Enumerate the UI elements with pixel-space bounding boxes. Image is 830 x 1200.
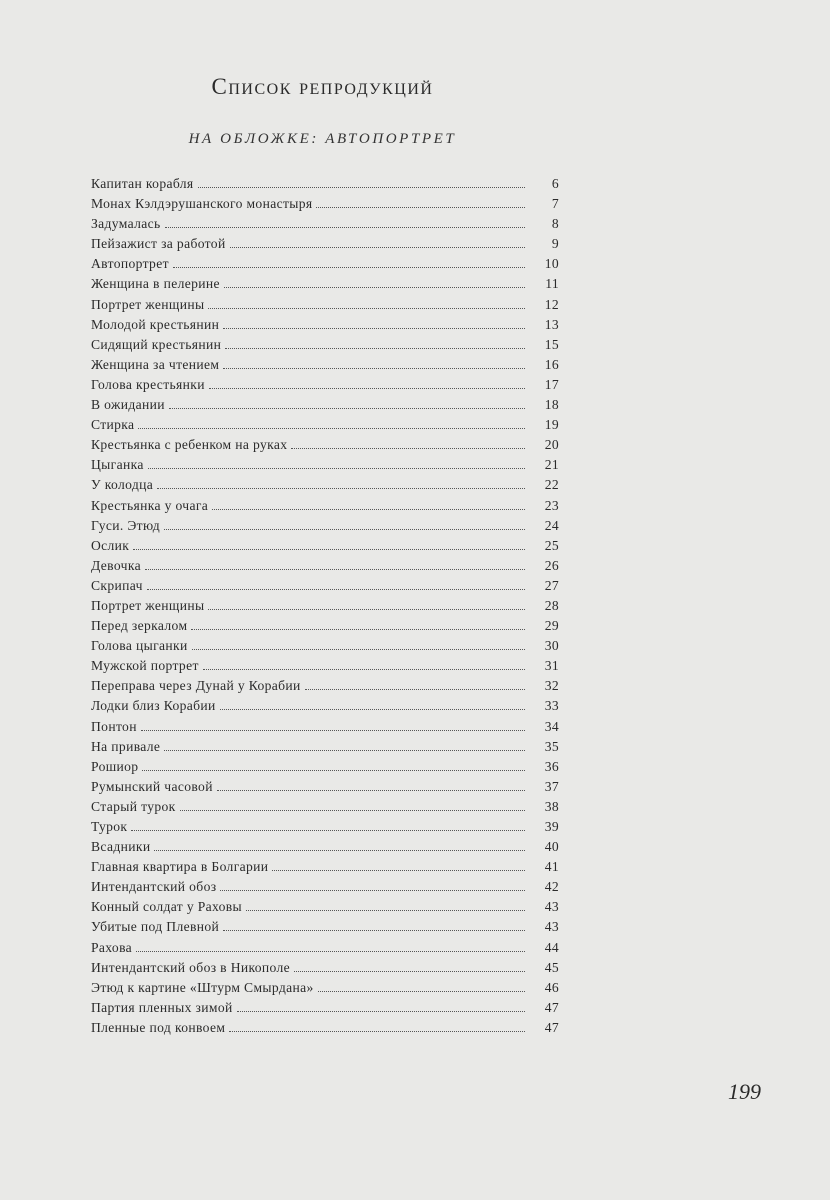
- entry-page-number: 21: [544, 457, 559, 473]
- entry-title: Конный солдат у Раховы: [91, 899, 243, 915]
- entry-page-number: 17: [544, 376, 559, 392]
- entry-page-number: 35: [544, 738, 559, 754]
- entry-page-number: 10: [544, 256, 559, 272]
- list-item: [91, 498, 559, 518]
- entry-page-number: 23: [544, 497, 559, 513]
- entry-title: Скрипач: [91, 577, 143, 593]
- list-item: [91, 337, 559, 357]
- dot-leader: [165, 227, 525, 228]
- dot-leader: [291, 448, 525, 449]
- entry-title: Голова цыганки: [91, 638, 188, 654]
- entry-title: Партия пленных зимой: [91, 999, 233, 1015]
- entry-page-number: 31: [544, 658, 559, 674]
- entry-title: Монах Кэлдэрушанского монастыря: [91, 196, 313, 212]
- list-item: [91, 1000, 559, 1020]
- entry-page-number: 43: [544, 899, 559, 915]
- entry-page-number: 37: [544, 778, 559, 794]
- list-item: [91, 940, 559, 960]
- dot-leader: [316, 207, 525, 208]
- entry-page-number: 19: [544, 417, 559, 433]
- entry-title: Интендантский обоз в Никополе: [91, 959, 291, 975]
- entry-title: Интендантский обоз: [91, 879, 217, 895]
- entry-title: Крестьянка с ребенком на руках: [91, 437, 288, 453]
- dot-leader: [230, 247, 525, 248]
- entry-page-number: 39: [544, 819, 559, 834]
- entry-title: Старый турок: [91, 798, 176, 814]
- entry-title: Девочка: [91, 557, 141, 573]
- dot-leader: [198, 187, 525, 188]
- entry-page-number: 16: [544, 356, 559, 372]
- entry-title: У колодца: [91, 477, 154, 493]
- dot-leader: [136, 951, 525, 952]
- dot-leader: [225, 348, 525, 349]
- entry-page-number: 45: [544, 959, 559, 975]
- dot-leader: [173, 267, 525, 268]
- entry-page-number: 18: [544, 397, 559, 413]
- dot-leader: [148, 468, 525, 469]
- entry-title: Румынский часовой: [91, 778, 213, 794]
- entry-title: Гуси. Этюд: [91, 517, 161, 533]
- entry-page-number: 47: [544, 1019, 559, 1035]
- list-item: [91, 276, 559, 296]
- list-item: [91, 859, 559, 879]
- dot-leader: [223, 930, 525, 931]
- dot-leader: [294, 971, 525, 972]
- entry-page-number: 36: [544, 758, 559, 774]
- entry-title: В ожидании: [91, 397, 165, 413]
- entry-page-number: 47: [544, 999, 559, 1015]
- list-item: [91, 357, 559, 377]
- list-item: [91, 919, 559, 939]
- dot-leader: [220, 890, 525, 891]
- list-item: [91, 719, 559, 739]
- entry-page-number: 42: [544, 879, 559, 895]
- entry-title: Переправа через Дунай у Корабии: [91, 678, 301, 694]
- list-item: [91, 779, 559, 799]
- entry-title: Задумалась: [91, 216, 161, 232]
- entry-title: Этюд к картине «Штурм Смырдана»: [91, 979, 314, 995]
- entry-page-number: 11: [545, 276, 559, 292]
- list-item: [91, 739, 559, 759]
- entry-page-number: 9: [551, 236, 559, 252]
- list-item: [91, 899, 559, 919]
- list-item: [91, 759, 559, 779]
- entry-page-number: 29: [544, 618, 559, 634]
- list-item: [91, 558, 559, 578]
- entry-title: Голова крестьянки: [91, 376, 205, 392]
- entry-title: Молодой крестьянин: [91, 316, 220, 332]
- dot-leader: [138, 428, 525, 429]
- entry-title: Рошиор: [91, 758, 139, 774]
- list-item: [91, 598, 559, 618]
- entry-title: Капитан корабля: [91, 176, 194, 191]
- list-item: [91, 457, 559, 477]
- entry-page-number: 30: [544, 638, 559, 654]
- dot-leader: [209, 388, 525, 389]
- entry-title: На привале: [91, 738, 161, 754]
- dot-leader: [180, 810, 525, 811]
- dot-leader: [220, 709, 525, 710]
- entry-page-number: 15: [544, 336, 559, 352]
- entry-title: Сидящий крестьянин: [91, 336, 222, 352]
- dot-leader: [224, 287, 525, 288]
- list-item: [91, 960, 559, 980]
- entry-page-number: 20: [544, 437, 559, 453]
- list-item: [91, 538, 559, 558]
- entry-page-number: 33: [544, 698, 559, 714]
- dot-leader: [217, 790, 525, 791]
- entry-page-number: 28: [544, 597, 559, 613]
- list-item: [91, 618, 559, 638]
- dot-leader: [305, 689, 525, 690]
- entry-title: Женщина в пелерине: [91, 276, 220, 292]
- list-item: [91, 980, 559, 1000]
- dot-leader: [192, 649, 525, 650]
- entry-title: Главная квартира в Болгарии: [91, 859, 269, 875]
- entry-page-number: 13: [544, 316, 559, 332]
- list-item: [91, 819, 559, 839]
- entry-page-number: 25: [544, 537, 559, 553]
- entry-page-number: 7: [551, 196, 559, 212]
- entry-page-number: 34: [544, 718, 559, 734]
- entry-page-number: 6: [551, 176, 559, 191]
- cover-note: НА ОБЛОЖКЕ: АВТОПОРТРЕТ: [188, 131, 457, 147]
- entry-page-number: 41: [544, 859, 559, 875]
- dot-leader: [237, 1011, 525, 1012]
- list-item: [91, 477, 559, 497]
- entry-title: Пейзажист за работой: [91, 236, 226, 252]
- list-item: [91, 176, 559, 196]
- list-item: [91, 678, 559, 698]
- list-item: [91, 216, 559, 236]
- dot-leader: [272, 870, 525, 871]
- dot-leader: [208, 609, 525, 610]
- page-number: 199: [728, 1079, 761, 1104]
- dot-leader: [133, 549, 525, 550]
- list-item: [91, 799, 559, 819]
- list-item: [91, 1020, 559, 1040]
- entry-page-number: 43: [544, 919, 559, 935]
- dot-leader: [212, 509, 525, 510]
- dot-leader: [154, 850, 525, 851]
- entry-page-number: 12: [544, 296, 559, 312]
- entry-title: Портрет женщины: [91, 597, 205, 613]
- list-item: [91, 698, 559, 718]
- list-item: [91, 297, 559, 317]
- dot-leader: [223, 368, 525, 369]
- reproductions-list: [91, 176, 559, 1040]
- entry-page-number: 32: [544, 678, 559, 694]
- dot-leader: [157, 488, 525, 489]
- list-item: [91, 417, 559, 437]
- entry-page-number: 8: [551, 216, 559, 232]
- dot-leader: [246, 910, 525, 911]
- dot-leader: [191, 629, 525, 630]
- list-item: [91, 578, 559, 598]
- list-item: [91, 839, 559, 859]
- list-item: [91, 437, 559, 457]
- entry-title: Убитые под Плевной: [91, 919, 220, 935]
- entry-title: Лодки близ Корабии: [91, 698, 216, 714]
- entry-page-number: 26: [544, 557, 559, 573]
- entry-page-number: 40: [544, 839, 559, 855]
- entry-page-number: 38: [544, 798, 559, 814]
- entry-title: Пленные под конвоем: [91, 1019, 226, 1035]
- entry-page-number: 44: [544, 939, 559, 955]
- entry-title: Понтон: [91, 718, 137, 734]
- list-item: [91, 256, 559, 276]
- entry-title: Мужской портрет: [91, 658, 199, 674]
- entry-page-number: 27: [544, 577, 559, 593]
- dot-leader: [229, 1031, 525, 1032]
- dot-leader: [164, 750, 525, 751]
- list-item: [91, 317, 559, 337]
- entry-title: Перед зеркалом: [91, 618, 188, 634]
- page-title: Список репродукций: [211, 74, 434, 99]
- dot-leader: [142, 770, 525, 771]
- list-item: [91, 377, 559, 397]
- dot-leader: [141, 730, 525, 731]
- entry-title: Турок: [91, 819, 128, 834]
- list-item: [91, 879, 559, 899]
- entry-title: Женщина за чтением: [91, 356, 220, 372]
- list-item: [91, 397, 559, 417]
- dot-leader: [131, 830, 525, 831]
- entry-title: Крестьянка у очага: [91, 497, 209, 513]
- dot-leader: [169, 408, 525, 409]
- entry-title: Рахова: [91, 939, 133, 955]
- list-item: [91, 196, 559, 216]
- list-item: [91, 638, 559, 658]
- dot-leader: [145, 569, 525, 570]
- entry-title: Автопортрет: [91, 256, 169, 272]
- dot-leader: [318, 991, 525, 992]
- dot-leader: [147, 589, 525, 590]
- entry-title: Ослик: [91, 537, 130, 553]
- dot-leader: [164, 529, 525, 530]
- list-item: [91, 236, 559, 256]
- entry-title: Стирка: [91, 417, 135, 433]
- list-item: [91, 658, 559, 678]
- entry-page-number: 46: [544, 979, 559, 995]
- list-item: [91, 518, 559, 538]
- dot-leader: [223, 328, 525, 329]
- entry-page-number: 24: [544, 517, 559, 533]
- dot-leader: [203, 669, 525, 670]
- entry-title: Всадники: [91, 839, 151, 855]
- dot-leader: [208, 308, 525, 309]
- entry-title: Портрет женщины: [91, 296, 205, 312]
- entry-page-number: 22: [544, 477, 559, 493]
- entry-title: Цыганка: [91, 457, 144, 473]
